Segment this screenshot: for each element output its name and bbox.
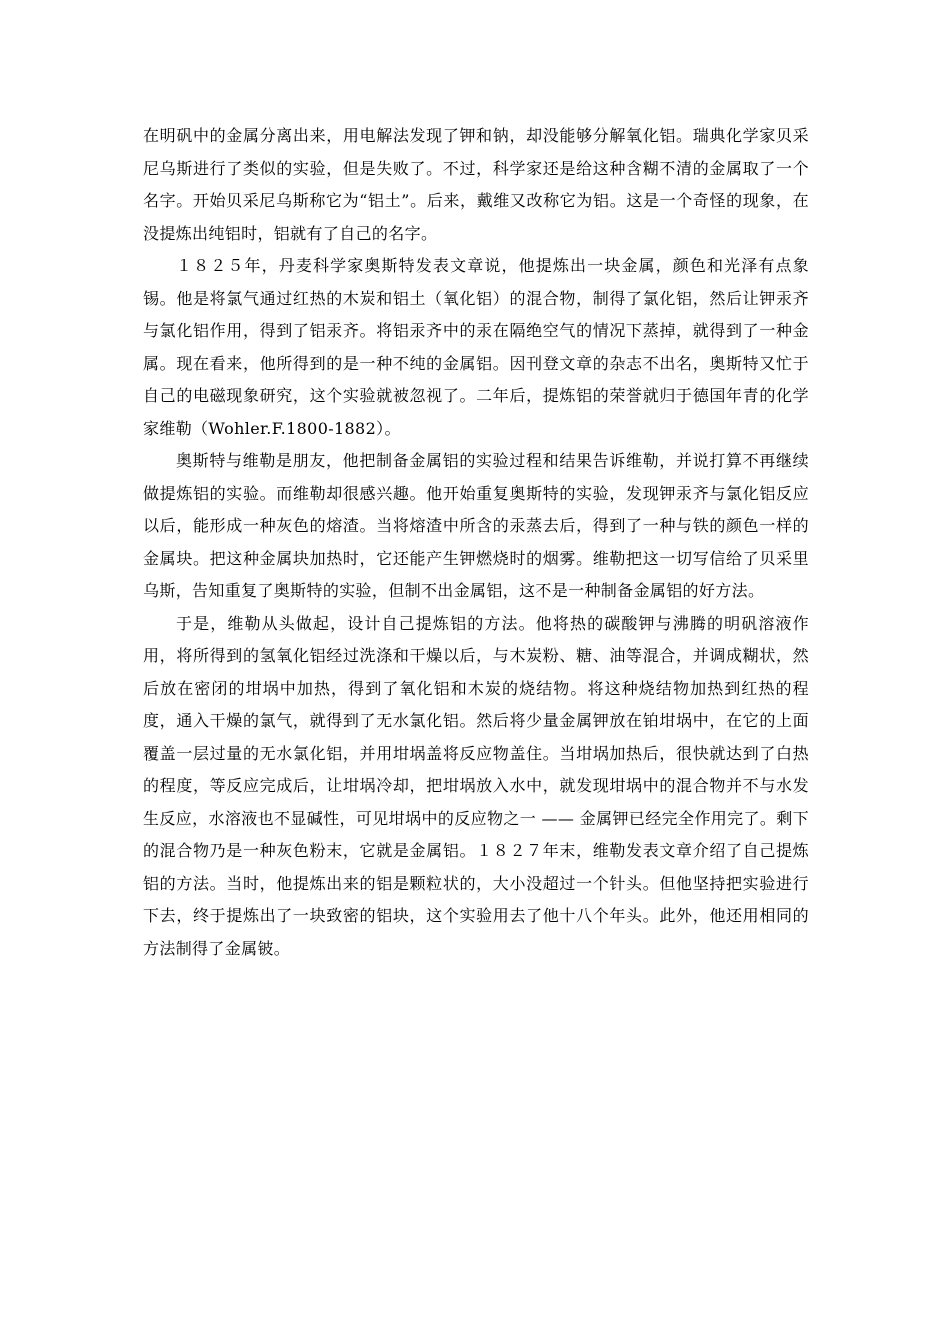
paragraph-3: 奥斯特与维勒是朋友，他把制备金属铝的实验过程和结果告诉维勒，并说打算不再继续做提炼铝的实验。而维勒却很感兴趣。他开始重复奥斯特的实验，发现钾汞齐与氯化铝反应以后，能形成一种灰色的熔渣。当将熔渣中所含的汞蒸去后，得到了一种与铁的颜色一样的金属块。把这种金属块加热时，它还能产生钾燃烧时的烟雾。维勒把这一切写信给了贝采里乌斯，告知重复了奥斯特的实验，但制不出金属铝，这不是一种制备金属铝的好方法。: [143, 451, 809, 600]
paragraph-2: １８２５年，丹麦科学家奥斯特发表文章说，他提炼出一块金属，颜色和光泽有点象锡。他是将氯气通过红热的木炭和铝土（氧化铝）的混合物，制得了氯化铝，然后让钾汞齐与氯化铝作用，得到了铝汞齐。将铝汞齐中的汞在隔绝空气的情况下蒸掉，就得到了一种金属。现在看来，他所得到的是一种不纯的金属铝。因刊登文章的杂志不出名，奥斯特又忙于自己的电磁现象研究，这个实验就被忽视了。二年后，提炼铝的荣誉就归于德国年青的化学家维勒（Wohler.F.1800-1882）。: [143, 256, 809, 438]
document-body: [143, 120, 809, 965]
paragraph-1: 在明矾中的金属分离出来，用电解法发现了钾和钠，却没能够分解氧化铝。瑞典化学家贝采尼乌斯进行了类似的实验，但是失败了。不过，科学家还是给这种含糊不清的金属取了一个名字。开始贝采尼乌斯称它为“铝土”。后来，戴维又改称它为铝。这是一个奇怪的现象，在没提炼出纯铝时，铝就有了自己的名字。: [143, 126, 809, 243]
paragraph-4: 于是，维勒从头做起，设计自己提炼铝的方法。他将热的碳酸钾与沸腾的明矾溶液作用，将所得到的氢氧化铝经过洗涤和干燥以后，与木炭粉、糖、油等混合，并调成糊状，然后放在密闭的坩埚中加热，得到了氧化铝和木炭的烧结物。将这种烧结物加热到红热的程度，通入干燥的氯气，就得到了无水氯化铝。然后将少量金属钾放在铂坩埚中，在它的上面覆盖一层过量的无水氯化铝，并用坩埚盖将反应物盖住。当坩埚加热后，很快就达到了白热的程度，等反应完成后，让坩埚冷却，把坩埚放入水中，就发现坩埚中的混合物并不与水发生反应，水溶液也不显碱性，可见坩埚中的反应物之一 —— 金属钾已经完全作用完了。剩下的混合物乃是一种灰色粉末，它就是金属铝。１８２７年末，维勒发表文章介绍了自己提炼铝的方法。当时，他提炼出来的铝是颗粒状的，大小没超过一个针头。但他坚持把实验进行下去，终于提炼出了一块致密的铝块，这个实验用去了他十八个年头。此外，他还用相同的方法制得了金属铍。: [143, 613, 809, 958]
